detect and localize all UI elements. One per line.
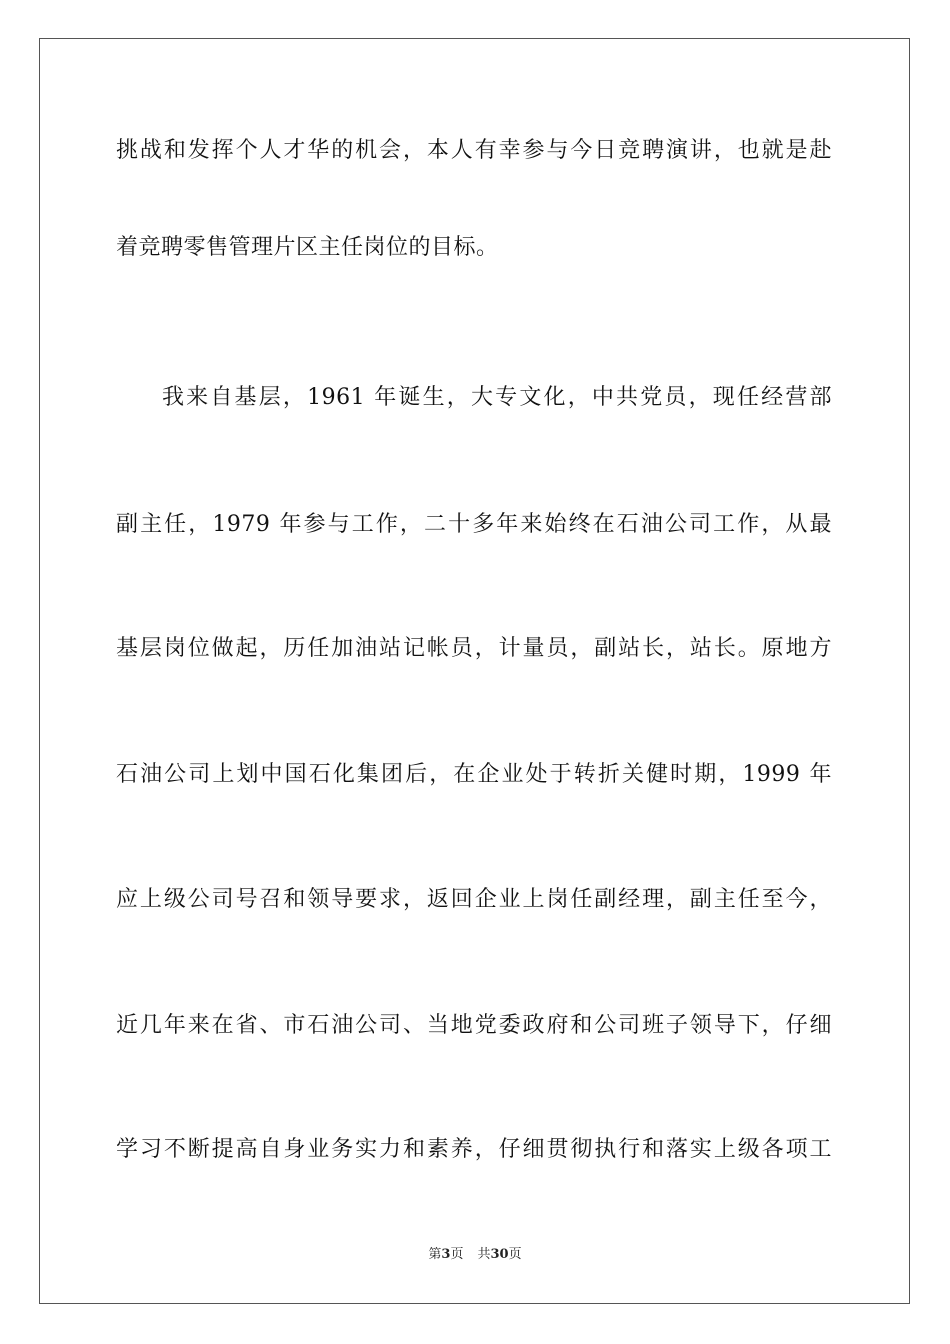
footer-total-prefix: 共 bbox=[477, 1247, 491, 1262]
body-line-9: 学习不断提高自身业务实力和素养，仔细贯彻执行和落实上级各项工 bbox=[116, 1137, 832, 1162]
body-line-2: 着竞聘零售管理片区主任岗位的目标。 bbox=[116, 235, 499, 260]
page-footer bbox=[0, 1246, 950, 1264]
footer-page-suffix: 页 bbox=[450, 1247, 464, 1262]
body-line-5: 基层岗位做起，历任加油站记帐员，计量员，副站长，站长。原地方 bbox=[116, 636, 832, 661]
footer-total-suffix: 页 bbox=[508, 1247, 522, 1262]
footer-total-pages: 30 bbox=[490, 1247, 509, 1262]
page-border bbox=[39, 38, 910, 1304]
body-line-1: 挑战和发挥个人才华的机会，本人有幸参与今日竞聘演讲，也就是赴 bbox=[116, 138, 832, 163]
footer-page-number: 3 bbox=[441, 1247, 451, 1262]
body-line-8: 近几年来在省、市石油公司、当地党委政府和公司班子领导下，仔细 bbox=[116, 1013, 832, 1038]
body-line-6: 石油公司上划中国石化集团后，在企业处于转折关健时期，1999 年 bbox=[116, 762, 832, 787]
body-line-3: 我来自基层，1961 年诞生，大专文化，中共党员，现任经营部 bbox=[162, 385, 832, 410]
footer-page-prefix: 第 bbox=[428, 1247, 442, 1262]
body-line-4: 副主任，1979 年参与工作，二十多年来始终在石油公司工作，从最 bbox=[116, 512, 832, 537]
body-line-7: 应上级公司号召和领导要求，返回企业上岗任副经理，副主任至今， bbox=[116, 887, 832, 912]
